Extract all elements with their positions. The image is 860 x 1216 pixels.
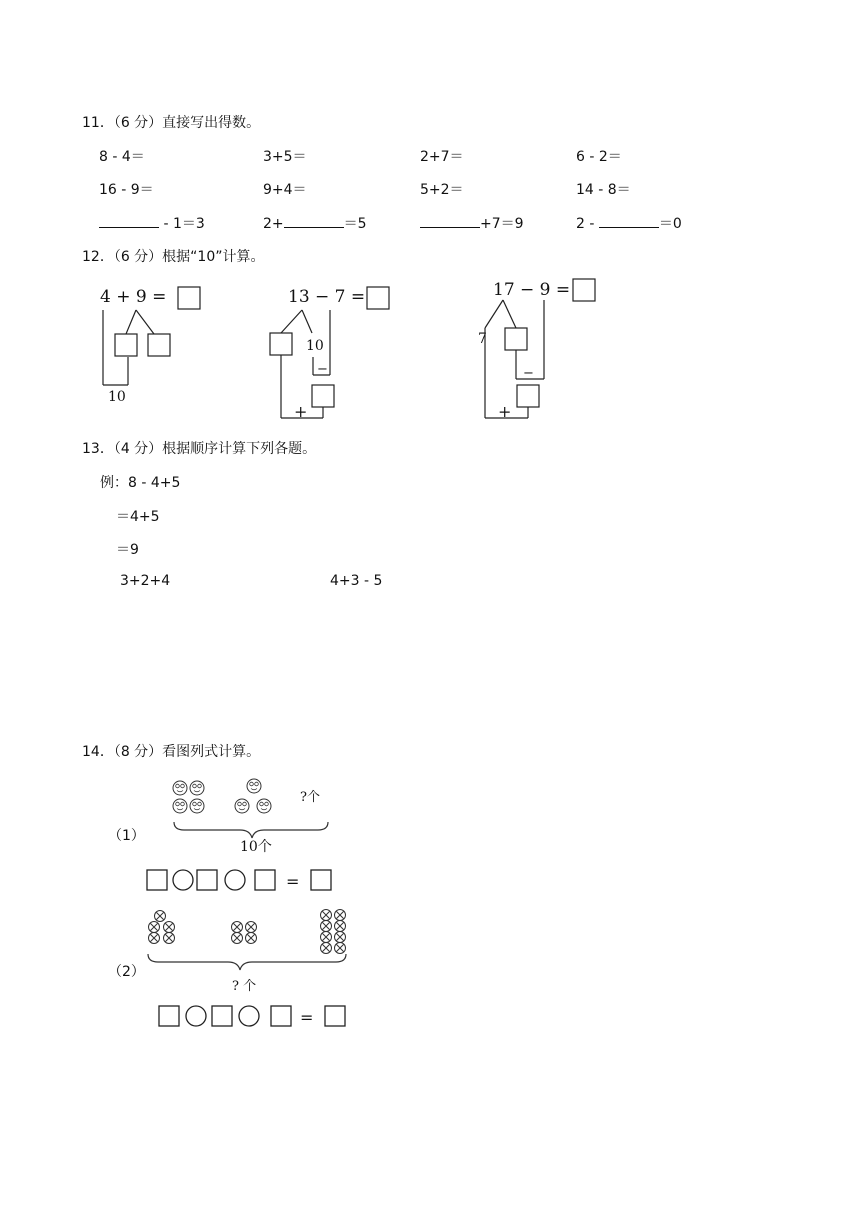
answer-box[interactable] xyxy=(178,287,200,309)
operator-circle[interactable] xyxy=(186,1006,206,1026)
q13-step2: ＝9 xyxy=(116,542,139,558)
q13-problem-2: 4+3 - 5 xyxy=(330,573,383,589)
q11-r2-c2: 9+4＝ xyxy=(263,182,307,198)
equation-box[interactable] xyxy=(147,870,167,890)
q11-r3-c1 xyxy=(99,213,205,233)
q13-step1: ＝4+5 xyxy=(116,509,160,525)
q14-p1-label: （1） xyxy=(108,828,145,844)
q11-r2-c1: 16 - 9＝ xyxy=(99,182,154,198)
split-box-left[interactable] xyxy=(115,334,137,356)
q11-r3-c2-post: ＝5 xyxy=(343,216,367,232)
q12-d2-expr: 13 − 7 = xyxy=(288,287,366,307)
q11-r2-c4: 14 - 8＝ xyxy=(576,182,631,198)
q12-title: 12．（6 分）根据“10”计算。 xyxy=(82,249,265,265)
q14-p1-total: 10个 xyxy=(240,839,272,855)
step-box[interactable] xyxy=(517,385,539,407)
brace-icon xyxy=(148,954,346,970)
equation-box[interactable] xyxy=(271,1006,291,1026)
q12-d2-minus: − xyxy=(317,362,328,377)
q11-r3-c1-post: - 1＝3 xyxy=(159,216,205,232)
q12-d3-minus: − xyxy=(523,366,534,381)
q14-p2-figure xyxy=(148,910,346,1028)
q14-figures xyxy=(140,770,370,1040)
q12-diagram-3 xyxy=(478,279,595,421)
q11-title: 11．（6 分）直接写出得数。 xyxy=(82,115,261,131)
q11-r1-c4: 6 - 2＝ xyxy=(576,149,622,165)
q13-problem-1: 3+2+4 xyxy=(120,573,171,589)
q11-r1-c2: 3+5＝ xyxy=(263,149,307,165)
q12-d1-expr: 4 + 9 = xyxy=(100,287,167,307)
q11-r2-c3: 5+2＝ xyxy=(420,182,464,198)
operator-circle[interactable] xyxy=(225,870,245,890)
q11-r1-c1: 8 - 4＝ xyxy=(99,149,145,165)
q12-d2-ten: 10 xyxy=(306,338,324,354)
q12-diagram-1 xyxy=(100,287,200,405)
answer-blank[interactable] xyxy=(420,215,480,228)
q14-p2-equals: = xyxy=(300,1008,314,1027)
answer-blank[interactable] xyxy=(99,215,159,228)
split-box-right[interactable] xyxy=(148,334,170,356)
q11-r3-c3-post: +7＝9 xyxy=(480,216,524,232)
operator-circle[interactable] xyxy=(173,870,193,890)
q14-p1-question: ?个 xyxy=(300,790,320,805)
split-box[interactable] xyxy=(270,333,292,355)
step-box[interactable] xyxy=(312,385,334,407)
answer-box[interactable] xyxy=(367,287,389,309)
q13-example: 例：8 - 4+5 xyxy=(100,475,181,491)
answer-blank[interactable] xyxy=(599,215,659,228)
q11-r3-c4-pre: 2 - xyxy=(576,216,599,232)
brace-icon xyxy=(174,822,328,838)
q11-r1-c3: 2+7＝ xyxy=(420,149,464,165)
answer-blank[interactable] xyxy=(284,215,344,228)
equation-box[interactable] xyxy=(325,1006,345,1026)
q12-d2-plus: + xyxy=(294,402,308,421)
q11-r3-c4-post: ＝0 xyxy=(658,216,682,232)
answer-box[interactable] xyxy=(573,279,595,301)
equation-box[interactable] xyxy=(255,870,275,890)
crossed-circle-icon xyxy=(149,910,346,954)
q11-r3-c2 xyxy=(263,213,367,233)
equation-box[interactable] xyxy=(311,870,331,890)
q12-d3-seven: 7 xyxy=(478,331,487,347)
q11-r3-c4 xyxy=(576,213,682,233)
operator-circle[interactable] xyxy=(239,1006,259,1026)
split-box[interactable] xyxy=(505,328,527,350)
q11-r3-c3 xyxy=(420,213,524,233)
q14-p1-figure xyxy=(147,779,331,891)
q12-d1-ten: 10 xyxy=(108,389,126,405)
q14-p2-question: ? 个 xyxy=(232,979,257,994)
q14-title: 14．（8 分）看图列式计算。 xyxy=(82,744,261,760)
q14-p1-equals: = xyxy=(286,872,300,891)
equation-box[interactable] xyxy=(159,1006,179,1026)
q13-title: 13．（4 分）根据顺序计算下列各题。 xyxy=(82,441,317,457)
q12-diagram-2 xyxy=(270,287,389,421)
q12-d3-plus: + xyxy=(498,402,512,421)
equation-box[interactable] xyxy=(212,1006,232,1026)
q14-p2-label: （2） xyxy=(108,964,145,980)
q12-d3-expr: 17 − 9 = xyxy=(493,280,571,300)
q12-diagrams xyxy=(90,278,610,428)
smiley-icon xyxy=(173,779,271,813)
q11-r3-c2-pre: 2+ xyxy=(263,216,284,232)
equation-box[interactable] xyxy=(197,870,217,890)
